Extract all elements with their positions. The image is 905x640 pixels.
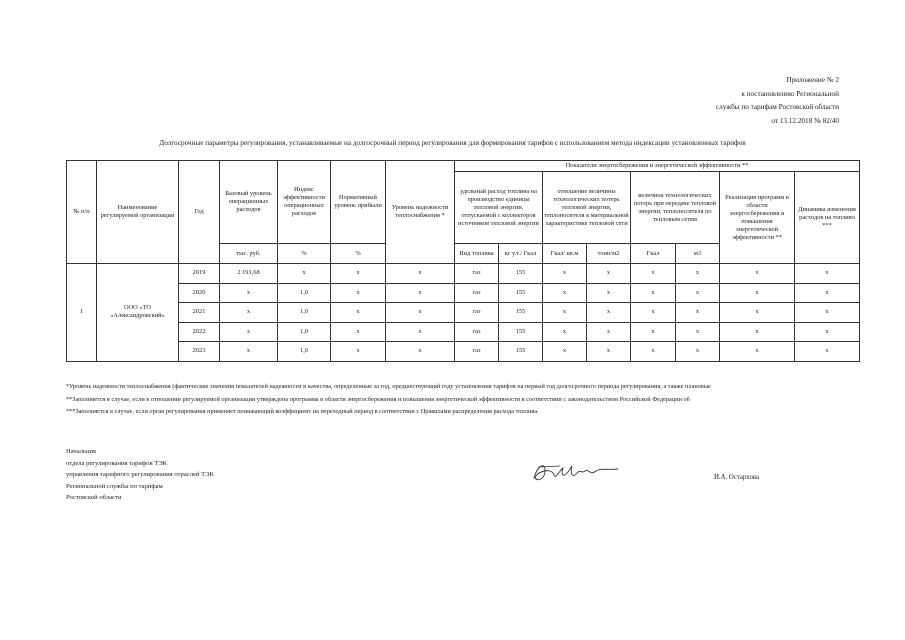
cell-loss-value-1: х xyxy=(631,303,676,323)
cell-loss-value-1: х xyxy=(631,283,676,303)
cell-fuel-type: газ xyxy=(455,303,499,323)
header-loss-value: величина технологических потерь при передаче тепловой энергии, теплоносителя по тепловым сетям xyxy=(631,172,720,244)
cell-dynamics: х xyxy=(795,303,860,323)
cell-profit: х xyxy=(331,264,386,284)
cell-fuel-rate: 155 xyxy=(499,303,543,323)
cell-fuel-rate: 155 xyxy=(499,283,543,303)
header-num: № п/п xyxy=(67,161,97,264)
cell-fuel-rate: 155 xyxy=(499,342,543,362)
parameters-table xyxy=(66,160,860,362)
cell-program: х xyxy=(720,322,795,342)
header-org: Наименование регулируемой организации xyxy=(97,161,179,264)
cell-year: 2022 xyxy=(179,322,220,342)
header-energy-group: Показатели энергосбережения и энергетической эффективности ** xyxy=(455,161,860,172)
cell-base: х xyxy=(220,322,278,342)
footnote: *Уровень надежности теплоснабжения (фактические значения показателей надежности и качества, определенные за год, предшествующий году установления тарифов на первый год долгосрочного периода регулирования, а также плановые xyxy=(66,383,711,390)
cell-loss-ratio-1: х xyxy=(543,283,587,303)
cell-dynamics: х xyxy=(795,342,860,362)
org-name: ООО «ТО «Александровский» xyxy=(97,264,179,362)
unit-loss-ratio-1: Гкал/ кв.м xyxy=(543,244,587,264)
cell-loss-value-2: х xyxy=(676,342,720,362)
unit-fuel-type: Вид топлива xyxy=(455,244,499,264)
cell-index: 1,0 xyxy=(278,342,331,362)
cell-profit: х xyxy=(331,283,386,303)
cell-loss-value-2: х xyxy=(676,264,720,284)
cell-fuel-type: газ xyxy=(455,322,499,342)
header-index: Индекс эффективности операционных расходов xyxy=(278,161,331,244)
header-profit: Нормативный уровень прибыли xyxy=(331,161,386,244)
unit-index: % xyxy=(278,244,331,264)
cell-fuel-rate: 155 xyxy=(499,322,543,342)
cell-index: 1,0 xyxy=(278,322,331,342)
footer-line: Региональной службы по тарифам xyxy=(66,482,163,490)
footer-line: отдела регулирования тарифов ТЭК xyxy=(66,459,168,467)
cell-fuel-type: газ xyxy=(455,283,499,303)
appendix-line: от 13.12.2018 № 82/40 xyxy=(771,116,839,125)
cell-profit: х xyxy=(331,303,386,323)
cell-base: х xyxy=(220,303,278,323)
footer-line: Начальник xyxy=(66,448,97,455)
cell-reliability: х xyxy=(386,322,455,342)
cell-base: х xyxy=(220,342,278,362)
cell-year: 2019 xyxy=(179,264,220,284)
unit-base: тыс. руб. xyxy=(220,244,278,264)
cell-base: 2 191,68 xyxy=(220,264,278,284)
document-title: Долгосрочные параметры регулирования, устанавливаемые на долгосрочный период регулирования для формирования тарифов с использованием метода индексации установленных тарифов xyxy=(159,139,746,147)
cell-base: х xyxy=(220,283,278,303)
cell-index: 1,0 xyxy=(278,283,331,303)
table-row xyxy=(67,303,860,323)
cell-loss-ratio-2: х xyxy=(587,322,631,342)
cell-dynamics: х xyxy=(795,322,860,342)
cell-reliability: х xyxy=(386,283,455,303)
cell-program: х xyxy=(720,303,795,323)
cell-loss-value-2: х xyxy=(676,322,720,342)
cell-loss-value-2: х xyxy=(676,303,720,323)
header-fuel: удельный расход топлива на производство единицы тепловой энергии, отпускаемой с коллекторов источников тепловой энергии xyxy=(455,172,543,244)
cell-reliability: х xyxy=(386,264,455,284)
cell-profit: х xyxy=(331,322,386,342)
unit-fuel-rate: кг у.т./ Гкал xyxy=(499,244,543,264)
appendix-header xyxy=(599,74,839,128)
appendix-line: к постановлению Региональной xyxy=(741,89,839,98)
table-row xyxy=(67,322,860,342)
cell-loss-ratio-2: х xyxy=(587,342,631,362)
cell-loss-ratio-1: х xyxy=(543,303,587,323)
table-row xyxy=(67,283,860,303)
header-year: Год xyxy=(179,161,220,264)
cell-year: 2021 xyxy=(179,303,220,323)
cell-loss-value-2: х xyxy=(676,283,720,303)
cell-loss-ratio-2: х xyxy=(587,283,631,303)
cell-program: х xyxy=(720,264,795,284)
cell-loss-value-1: х xyxy=(631,264,676,284)
unit-loss-value-1: Гкал xyxy=(631,244,676,264)
cell-fuel-type: газ xyxy=(455,264,499,284)
cell-reliability: х xyxy=(386,342,455,362)
org-number: 1 xyxy=(67,264,97,362)
footnote: **Заполняется в случае, если в отношении регулируемой организации утверждена программа в области энергосбережения и повышения энергетической эффективности в соответствии с законодательством Российской Федерации об xyxy=(66,395,690,403)
signature-block xyxy=(66,446,214,504)
table-row xyxy=(67,342,860,362)
cell-loss-ratio-2: х xyxy=(587,303,631,323)
header-dynamics: Динамика изменения расходов на топливо *** xyxy=(795,172,860,264)
cell-year: 2023 xyxy=(179,342,220,362)
cell-index: х xyxy=(278,264,331,284)
footer-line: Ростовской области xyxy=(66,494,122,501)
header-loss-ratio: отношение величины технологических потерь тепловой энергии, теплоносителя к материальной характеристике тепловой сети xyxy=(543,172,631,244)
header-program: Реализация программ в области энергосбережения и повышения энергетической эффективности ** xyxy=(720,172,795,264)
cell-dynamics: х xyxy=(795,283,860,303)
cell-year: 2020 xyxy=(179,283,220,303)
cell-loss-ratio-1: х xyxy=(543,264,587,284)
header-reliability: Уровень надежности теплоснабжения * xyxy=(386,161,455,264)
cell-loss-ratio-1: х xyxy=(543,322,587,342)
cell-dynamics: х xyxy=(795,264,860,284)
cell-fuel-type: газ xyxy=(455,342,499,362)
cell-loss-ratio-2: х xyxy=(587,264,631,284)
cell-loss-value-1: х xyxy=(631,342,676,362)
footnote: ***Заполняется в случае, если орган регулирования применяет понижающий коэффициент на переходный период в соответствии с Правилами распределения расхода топлива. xyxy=(66,408,539,415)
cell-reliability: х xyxy=(386,303,455,323)
handwritten-signature xyxy=(530,458,622,488)
cell-index: 1,0 xyxy=(278,303,331,323)
appendix-line: службы по тарифам Ростовской области xyxy=(715,103,839,111)
signer-name: И.А. Остархова xyxy=(714,474,759,481)
cell-program: х xyxy=(720,342,795,362)
cell-fuel-rate: 155 xyxy=(499,264,543,284)
appendix-line: Приложение № 2 xyxy=(786,76,839,84)
footnotes xyxy=(66,381,856,419)
cell-loss-value-1: х xyxy=(631,322,676,342)
header-base: Базовый уровень операционных расходов xyxy=(220,161,278,244)
cell-profit: х xyxy=(331,342,386,362)
unit-profit: % xyxy=(331,244,386,264)
unit-loss-value-2: м3 xyxy=(676,244,720,264)
footer-line: управления тарифного регулирования отраслей ТЭК xyxy=(66,471,214,478)
cell-loss-ratio-1: х xyxy=(543,342,587,362)
cell-program: х xyxy=(720,283,795,303)
table-row xyxy=(67,264,860,284)
unit-loss-ratio-2: тонн/м2 xyxy=(587,244,631,264)
